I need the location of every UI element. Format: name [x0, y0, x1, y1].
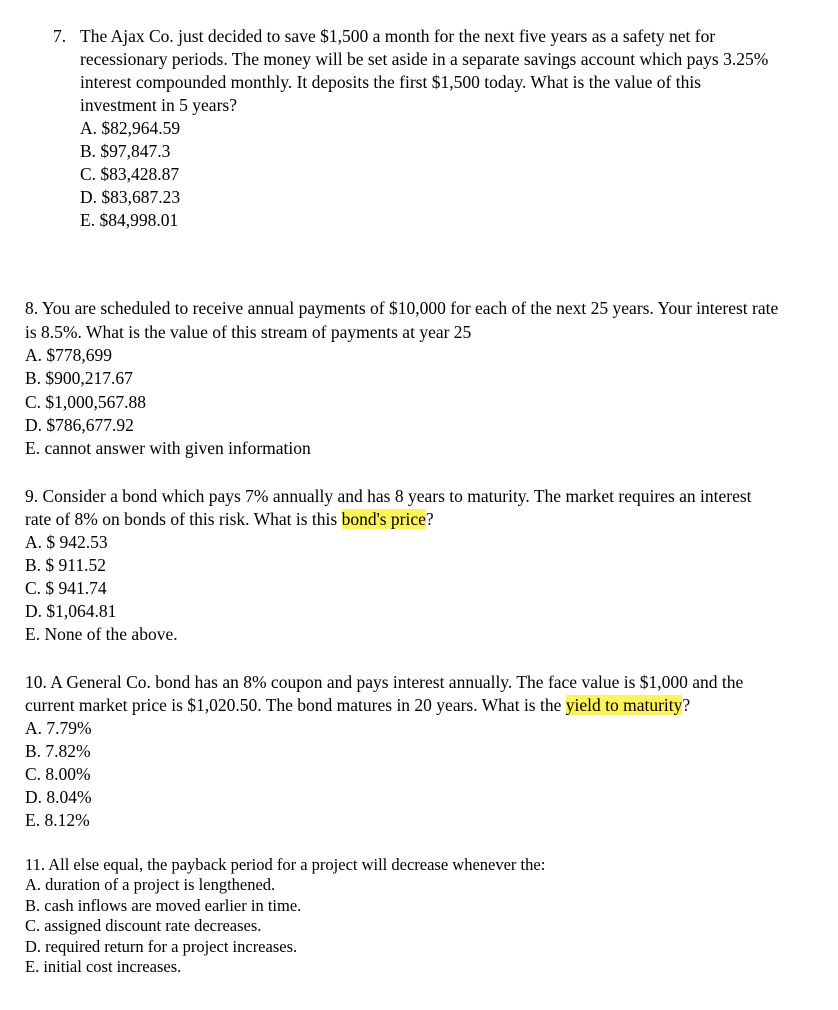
answer-option: A. $ 942.53 — [25, 532, 108, 552]
question-stem-line: The Ajax Co. just decided to save $1,500 a month for the next five years as a safety net for — [80, 26, 716, 46]
answer-option: B. cash inflows are moved earlier in time. — [25, 896, 302, 915]
answer-option: B. 7.82% — [25, 741, 91, 761]
question-stem-line: 10. A General Co. bond has an 8% coupon and pays interest annually. The face value is $1,000 and the — [25, 672, 744, 692]
answer-option: D. $1,064.81 — [25, 601, 117, 621]
question-stem-line: interest compounded monthly. It deposits the first $1,500 today. What is the value of this — [80, 72, 701, 92]
answer-option: A. $82,964.59 — [80, 118, 181, 138]
answer-option: A. 7.79% — [25, 718, 92, 738]
question-stem-line — [25, 695, 690, 715]
stem-text: rate of 8% on bonds of this risk. What is this — [25, 509, 342, 529]
answer-option: C. $1,000,567.88 — [25, 392, 147, 412]
question-stem-line: investment in 5 years? — [80, 95, 237, 115]
question-stem-line: 11. All else equal, the payback period for a project will decrease whenever the: — [25, 855, 546, 874]
answer-option: C. 8.00% — [25, 764, 91, 784]
answer-option: E. None of the above. — [25, 624, 178, 644]
answer-option: A. $778,699 — [25, 345, 113, 365]
answer-option: D. $83,687.23 — [80, 187, 181, 207]
answer-option: E. $84,998.01 — [80, 210, 179, 230]
answer-option: C. assigned discount rate decreases. — [25, 916, 262, 935]
answer-option: B. $97,847.3 — [80, 141, 171, 161]
stem-text: ? — [425, 509, 434, 529]
answer-option: E. initial cost increases. — [25, 957, 182, 976]
stem-text: current market price is $1,020.50. The bond matures in 20 years. What is the — [25, 695, 566, 715]
answer-option: C. $ 941.74 — [25, 578, 107, 598]
highlighted-term: bond's price — [341, 509, 426, 529]
answer-option: D. 8.04% — [25, 787, 92, 807]
question-stem-line: 9. Consider a bond which pays 7% annually and has 8 years to maturity. The market requires an interest — [25, 486, 752, 506]
stem-text: ? — [682, 695, 691, 715]
answer-option: D. $786,677.92 — [25, 415, 134, 435]
answer-option: A. duration of a project is lengthened. — [25, 875, 276, 894]
question-number: 7. — [53, 26, 67, 46]
answer-option: E. cannot answer with given information — [25, 438, 311, 458]
question-stem-line: is 8.5%. What is the value of this stream of payments at year 25 — [25, 322, 472, 342]
highlighted-term: yield to maturity — [565, 695, 683, 715]
answer-option: E. 8.12% — [25, 810, 90, 830]
question-stem-line: 8. You are scheduled to receive annual payments of $10,000 for each of the next 25 years. Your interest rate — [25, 298, 779, 318]
answer-option: B. $ 911.52 — [25, 555, 107, 575]
question-stem-line — [25, 509, 434, 529]
answer-option: C. $83,428.87 — [80, 164, 180, 184]
question-stem-line: recessionary periods. The money will be set aside in a separate savings account which pays 3.25% — [80, 49, 769, 69]
answer-option: D. required return for a project increases. — [25, 937, 298, 956]
answer-option: B. $900,217.67 — [25, 368, 133, 388]
